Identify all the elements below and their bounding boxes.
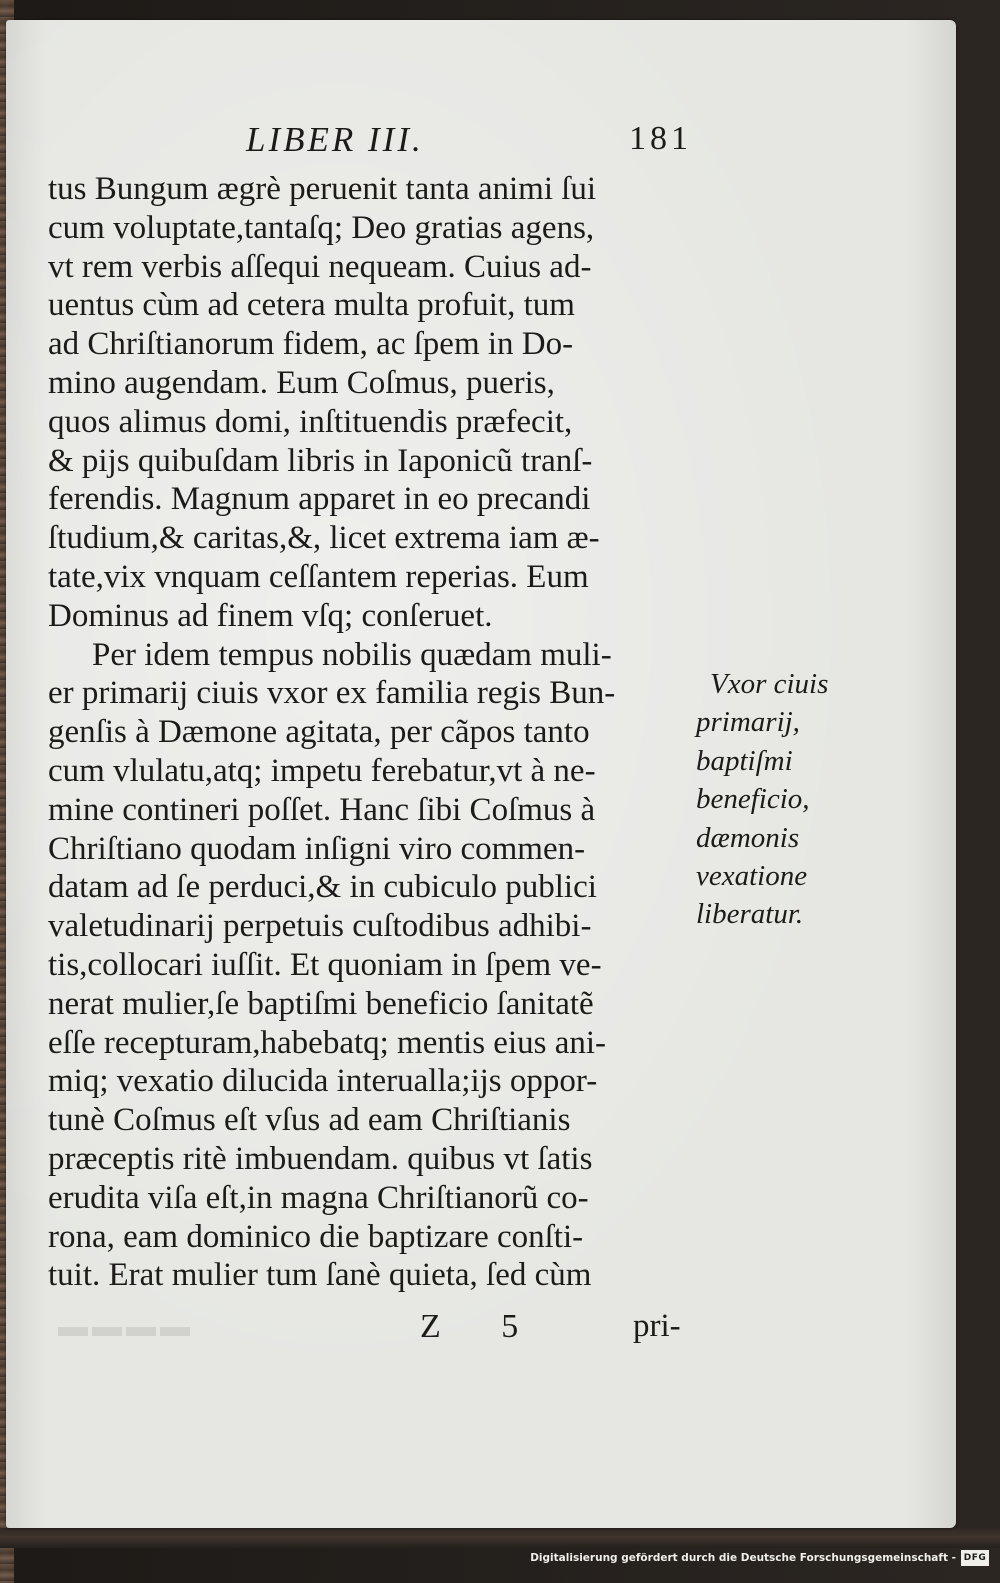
catchword: pri-: [633, 1308, 681, 1344]
text-line: tis,collocari iuſſit. Et quoniam in ſpem ve-: [48, 946, 602, 983]
text-line: ferendis. Magnum apparet in eo precandi: [48, 481, 591, 518]
marginal-note-line: Vxor ciuis: [710, 668, 829, 700]
show-through-mark: ▬▬▬▬: [58, 1310, 194, 1343]
text-line: præceptis ritè imbuendam. quibus vt ſatis: [48, 1140, 593, 1177]
text-line: rona, eam dominico die baptizare conſti-: [48, 1218, 584, 1255]
marginal-note-line: liberatur.: [696, 898, 804, 931]
text-line: ſtudium,& caritas,&, licet extrema iam æ-: [48, 520, 600, 557]
text-line: genſis à Dæmone agitata, per cãpos tanto: [48, 714, 590, 751]
text-line: mino augendam. Eum Coſmus, pueris,: [48, 364, 555, 401]
text-line: cum voluptate,tantaſq; Deo gratias agens,: [48, 209, 595, 246]
text-line: er primarij ciuis vxor ex familia regis Bun-: [48, 675, 616, 712]
text-line: quos alimus domi, inſtituendis præfecit,: [48, 403, 573, 440]
running-title: LIBER III.: [246, 120, 424, 159]
marginal-note-line: dæmonis: [696, 821, 800, 854]
text-line: miq; vexatio dilucida interualla;ijs oppor-: [48, 1063, 598, 1100]
book-bottom-edge: [0, 1528, 1000, 1548]
text-line: datam ad ſe perduci,& in cubiculo publici: [48, 869, 597, 906]
marginal-note-line: vexatione: [696, 859, 808, 892]
text-line: tate,vix vnquam ceſſantem reperias. Eum: [48, 558, 589, 595]
text-line: nerat mulier,ſe baptiſmi beneficio ſanitatẽ: [48, 985, 594, 1022]
paragraph-start-line: Per idem tempus nobilis quædam muli-: [92, 636, 612, 673]
text-line: mine contineri poſſet. Hanc ſibi Coſmus à: [48, 791, 596, 828]
text-line: tus Bungum ægrè peruenit tanta animi ſui: [48, 171, 597, 207]
text-line: & pijs quibuſdam libris in Iaponicũ tranſ-: [48, 442, 593, 479]
text-line: Dominus ad finem vſq; conſeruet.: [48, 597, 493, 634]
text-line: uentus cùm ad cetera multa profuit, tum: [48, 287, 575, 324]
marginal-note-line: baptiſmi: [696, 744, 793, 777]
text-line: cum vlulatu,atq; impetu ferebatur,vt à ne-: [48, 752, 596, 789]
text-line: Chriſtiano quodam inſigni viro commen-: [48, 830, 586, 867]
text-line: eſſe recepturam,habebatq; mentis eius ani-: [48, 1024, 607, 1061]
body-text: [48, 170, 708, 1295]
digitization-credit: Digitalisierung gefördert durch die Deutsche Forschungsgemeinschaft -: [530, 1552, 956, 1564]
marginal-note: [696, 665, 828, 934]
marginal-note-line: primarij,: [696, 706, 800, 739]
marginal-note-line: beneficio,: [696, 783, 810, 816]
text-line: valetudinarij perpetuis cuſtodibus adhibi-: [48, 908, 592, 945]
text-line: ad Chriſtianorum fidem, ac ſpem in Do-: [48, 326, 574, 363]
text-line: tunè Coſmus eſt vſus ad eam Chriſtianis: [48, 1102, 571, 1139]
text-line: vt rem verbis aſſequi nequeam. Cuius ad-: [48, 248, 592, 285]
book-page: [6, 20, 956, 1528]
text-line: tuit. Erat mulier tum ſanè quieta, ſed cùm: [48, 1257, 592, 1294]
text-line: erudita viſa eſt,in magna Chriſtianorũ co-: [48, 1179, 589, 1216]
signature-mark: Z 5: [420, 1308, 545, 1345]
dfg-logo: DFG: [961, 1550, 989, 1566]
page-number: 181: [629, 120, 692, 157]
